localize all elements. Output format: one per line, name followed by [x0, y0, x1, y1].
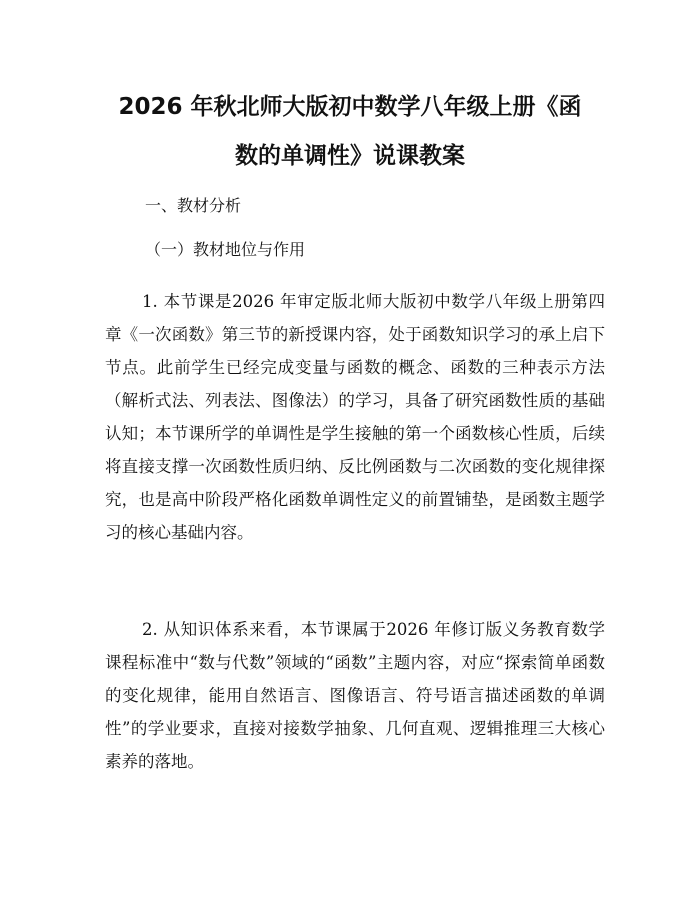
section-heading: 一、教材分析	[145, 196, 242, 215]
paragraph-1: 1. 本节课是2026 年审定版北师大版初中数学八年级上册第四章《一次函数》第三节的新授课内容，处于函数知识学习的承上启下节点。此前学生已经完成变量与函数的概念、函数的三种表示方法（解析式法、列表法、图像法）的学习，具备了研究函数性质的基础认知；本节课所学的单调性是学生接触的第一个函数核心性质，后续将直接支撑一次函数性质归纳、反比例函数与二次函数的变化规律探究，也是高中阶段严格化函数单调性定义的前置铺垫，是函数主题学习的核心基础内容。	[105, 292, 605, 542]
paragraph-2: 2. 从知识体系来看，本节课属于2026 年修订版义务教育数学课程标准中“数与代数”领域的“函数”主题内容，对应“探索简单函数的变化规律，能用自然语言、图像语言、符号语言描述函数的单调性”的学业要求，直接对接数学抽象、几何直观、逻辑推理三大核心素养的落地。	[105, 620, 605, 771]
subsection-heading: （一）教材地位与作用	[145, 240, 306, 259]
document-title-line-2: 数的单调性》说课教案	[235, 143, 465, 169]
document-title-line-1: 2026 年秋北师大版初中数学八年级上册《函	[118, 94, 582, 120]
